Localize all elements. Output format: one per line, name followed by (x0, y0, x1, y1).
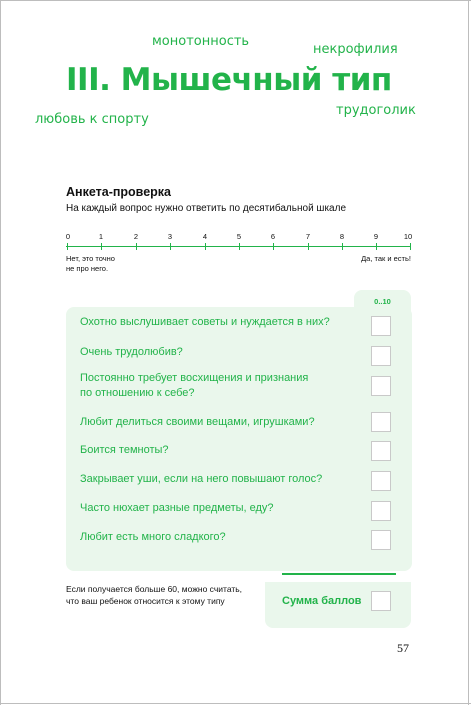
scale-tick (376, 243, 377, 250)
threshold-note-line: что ваш ребенок относится к этому типу (66, 596, 225, 606)
page-border-left (0, 0, 1, 705)
score-input-box[interactable] (371, 376, 391, 396)
scale-number: 0 (65, 232, 71, 241)
scale-left-label (66, 254, 115, 274)
scale-tick (273, 243, 274, 250)
scale-number: 1 (98, 232, 104, 241)
scale-left-line: Нет, это точно (66, 254, 115, 263)
page-border-bottom (0, 703, 471, 704)
question-text: Любит делиться своими вещами, игрушками? (80, 416, 315, 428)
score-input-box[interactable] (371, 316, 391, 336)
scale-number: 8 (339, 232, 345, 241)
scale-tick (308, 243, 309, 250)
page-border-top (0, 0, 471, 1)
question-text: Закрывает уши, если на него повышают голос? (80, 473, 323, 485)
score-input-box[interactable] (371, 471, 391, 491)
score-input-box[interactable] (371, 346, 391, 366)
scale-number: 2 (133, 232, 139, 241)
word-monotony: монотонность (152, 34, 250, 49)
question-text: Боится темноты? (80, 444, 169, 456)
sum-divider (282, 573, 396, 575)
question-text: Очень трудолюбив? (80, 346, 183, 358)
scale-tick (101, 243, 102, 250)
survey-subtitle: На каждый вопрос нужно ответить по десятибальной шкале (66, 203, 347, 214)
scale-tick (342, 243, 343, 250)
score-input-box[interactable] (371, 501, 391, 521)
scale-number: 10 (403, 232, 413, 241)
scale-number: 3 (167, 232, 173, 241)
word-necrophilia: некрофилия (313, 42, 398, 57)
scale-number: 7 (305, 232, 311, 241)
threshold-note-line: Если получается больше 60, можно считать, (66, 584, 243, 594)
scale-right-label: Да, так и есть! (361, 254, 411, 263)
scale-number: 6 (270, 232, 276, 241)
scale-tick (410, 243, 411, 250)
scale-tick (67, 243, 68, 250)
question-text: по отношению к себе? (80, 387, 195, 399)
survey-title: Анкета-проверка (66, 185, 171, 199)
score-input-box[interactable] (371, 412, 391, 432)
word-love-sport: любовь к спорту (35, 112, 149, 127)
scale-tick (170, 243, 171, 250)
question-text: Охотно выслушивает советы и нуждается в них? (80, 316, 330, 328)
scale-tick (205, 243, 206, 250)
scale-number: 4 (202, 232, 208, 241)
sum-input-box[interactable] (371, 591, 391, 611)
sum-label: Сумма баллов (282, 595, 362, 607)
scale-number: 9 (373, 232, 379, 241)
scale-tick (239, 243, 240, 250)
page-title: III. Мышечный тип (66, 62, 392, 98)
score-input-box[interactable] (371, 441, 391, 461)
question-text: Часто нюхает разные предметы, еду? (80, 502, 274, 514)
scale-tick (136, 243, 137, 250)
word-workaholic: трудоголик (336, 103, 416, 118)
question-text: Любит есть много сладкого? (80, 531, 226, 543)
score-column-header: 0..10 (374, 297, 391, 306)
scale-left-line: не про него. (66, 264, 109, 273)
scale-number: 5 (236, 232, 242, 241)
threshold-note (66, 583, 242, 607)
question-text: Постоянно требует восхищения и признания (80, 372, 309, 384)
score-input-box[interactable] (371, 530, 391, 550)
page-border-right (468, 0, 469, 705)
page-number: 57 (397, 641, 409, 655)
